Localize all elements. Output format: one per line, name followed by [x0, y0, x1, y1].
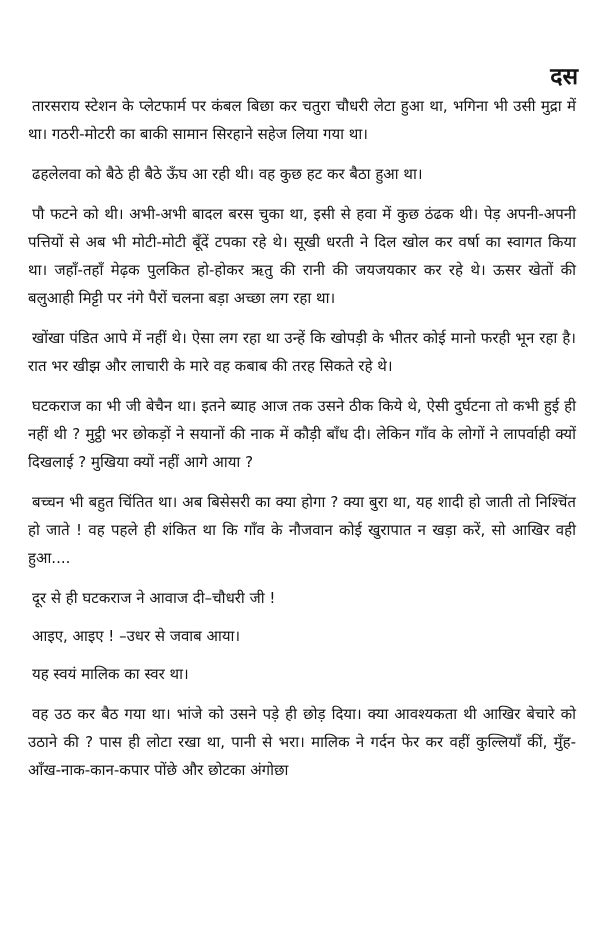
paragraph: खोंखा पंडित आपे में नहीं थे। ऐसा लग रहा था उन्हें कि खोपड़ी के भीतर कोई मानो फरही भून रहा है। रात भर खीझ और लाचारी के मारे वह कबाब की तरह सिकते रहे थे।	[28, 329, 576, 375]
chapter-title: दस	[550, 64, 578, 90]
paragraph: तारसराय स्टेशन के प्लेटफार्म पर कंबल बिछा कर चतुरा चौधरी लेटा हुआ था, भगिना भी उसी मुद्रा में था। गठरी-मोटरी का बाकी सामान सिरहाने सहेज लिया गया था।	[28, 97, 576, 143]
body-text	[28, 92, 576, 796]
paragraph: दूर से ही घटकराज ने आवाज दी–चौधरी जी !	[32, 589, 276, 607]
paragraph: यह स्वयं मालिक का स्वर था।	[32, 665, 189, 683]
paragraph: बच्चन भी बहुत चिंतित था। अब बिसेसरी का क्या होगा ? क्या बुरा था, यह शादी हो जाती तो निश्चिंत हो जाते ! वह पहले ही शंकित था कि गाँव के नौजवान कोई खुरापात न खड़ा करें, सो आखिर वही हुआ....	[28, 493, 576, 567]
paragraph: आइए, आइए ! –उधर से जवाब आया।	[32, 627, 241, 645]
paragraph: घटकराज का भी जी बेचैन था। इतने ब्याह आज तक उसने ठीक किये थे, ऐसी दुर्घटना तो कभी हुई ही नहीं थी ? मुट्ठी भर छोकड़ों ने सयानों की नाक में कौड़ी बाँध दी। लेकिन गाँव के लोगों ने लापर्वाही क्यों दिखलाई ? मुखिया क्यों नहीं आगे आया ?	[28, 397, 576, 471]
paragraph: ढहलेलवा को बैठे ही बैठे ऊँघ आ रही थी। वह कुछ हट कर बैठा हुआ था।	[32, 165, 423, 183]
paragraph: वह उठ कर बैठ गया था। भांजे को उसने पड़े ही छोड़ दिया। क्या आवश्यकता थी आखिर बेचारे को उठाने की ? पास ही लोटा रखा था, पानी से भरा। मालिक ने गर्दन फेर कर वहीं कुल्लियाँ कीं, मुँह-आँख-नाक-कान-कपार पोंछे और छोटका अंगोछा	[28, 705, 576, 779]
paragraph: पौ फटने को थी। अभी-अभी बादल बरस चुका था, इसी से हवा में कुछ ठंढक थी। पेड़ अपनी-अपनी पत्तियों से अब भी मोटी-मोटी बूँदें टपका रहे थे। सूखी धरती ने दिल खोल कर वर्षा का स्वागत किया था। जहाँ-तहाँ मेढ़क पुलकित हो-होकर ऋतु की रानी की जयजयकार कर रहे थे। ऊसर खेतों की बलुआही मिट्टी पर नंगे पैरों चलना बड़ा अच्छा लग रहा था।	[28, 205, 576, 307]
